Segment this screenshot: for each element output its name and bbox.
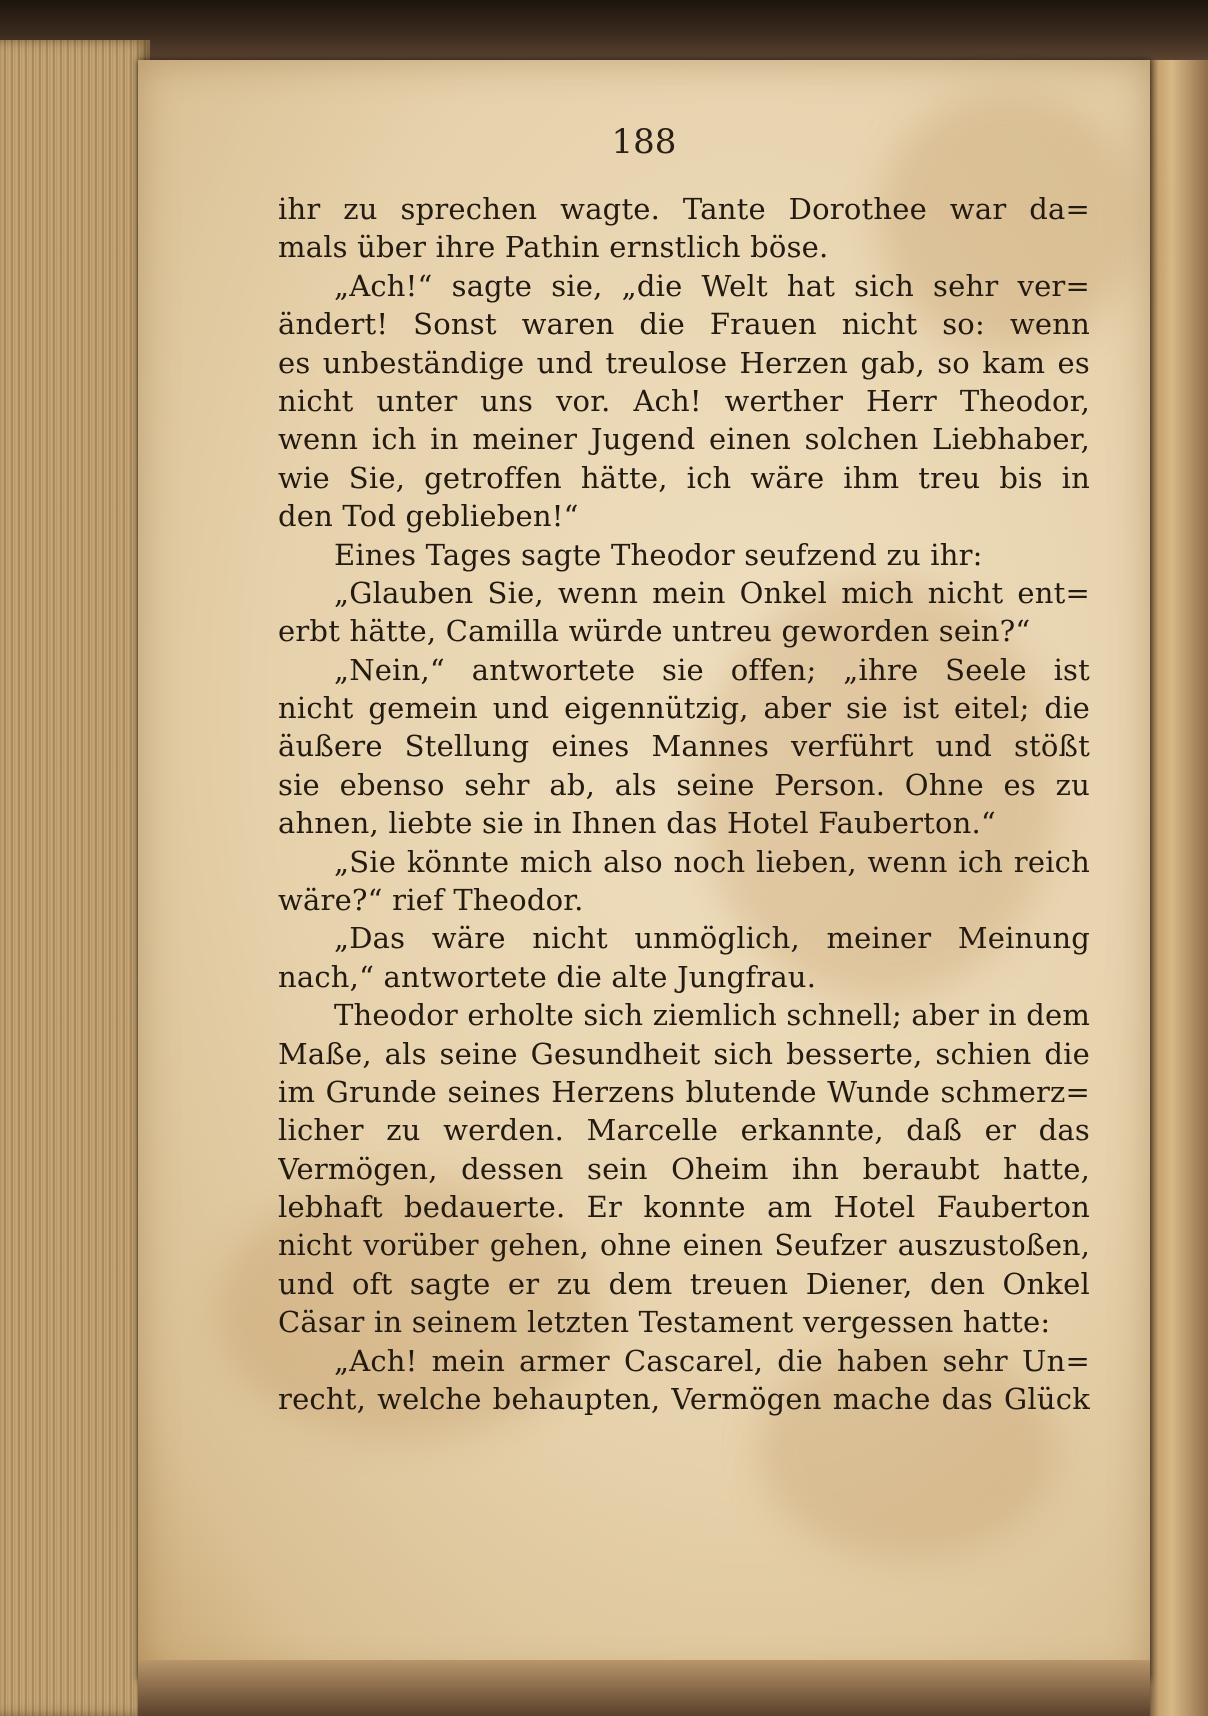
text-line: „Ach!“ sagte sie, „die Welt hat sich sehr ver= bbox=[334, 268, 1090, 303]
text-line: äußere Stellung eines Mannes verführt und stößt bbox=[278, 729, 1090, 764]
text-line: wie Sie, getroffen hätte, ich wäre ihm treu bis in bbox=[278, 460, 1090, 495]
text-line: nach,“ antwortete die alte Jungfrau. bbox=[278, 959, 817, 994]
text-line: im Grunde seines Herzens blutende Wunde schmerz= bbox=[278, 1074, 1090, 1109]
book-page bbox=[138, 60, 1150, 1680]
text-line: ändert! Sonst waren die Frauen nicht so: wenn bbox=[278, 307, 1090, 342]
book-binding-bottom bbox=[138, 1660, 1150, 1716]
text-line: nicht vorüber gehen, ohne einen Seufzer auszustoßen, bbox=[278, 1228, 1090, 1262]
text-line: den Tod geblieben!“ bbox=[278, 499, 579, 534]
text-line: recht, welche behaupten, Vermögen mache das Glück bbox=[278, 1382, 1090, 1417]
text-line: „Sie könnte mich also noch lieben, wenn ich reich bbox=[334, 844, 1090, 879]
text-line: nicht gemein und eigennützig, aber sie ist eitel; die bbox=[278, 691, 1090, 726]
text-line: „Nein,“ antwortete sie offen; „ihre Seele ist bbox=[334, 652, 1090, 687]
page-number: 188 bbox=[611, 122, 677, 162]
book-cover-right bbox=[1148, 60, 1208, 1716]
text-line: nicht unter uns vor. Ach! werther Herr Theodor, bbox=[278, 383, 1090, 418]
body-text bbox=[278, 190, 1090, 1419]
text-line: sie ebenso sehr ab, als seine Person. Ohne es zu bbox=[278, 767, 1090, 802]
text-line: Cäsar in seinem letzten Testament vergessen hatte: bbox=[278, 1305, 1051, 1340]
text-line: wenn ich in meiner Jugend einen solchen Liebhaber, bbox=[278, 422, 1090, 457]
text-line: erbt hätte, Camilla würde untreu geworden sein?“ bbox=[278, 614, 1031, 649]
text-line: „Glauben Sie, wenn mein Onkel mich nicht ent= bbox=[334, 575, 1090, 610]
text-line: ihr zu sprechen wagte. Tante Dorothee war da= bbox=[278, 192, 1090, 226]
text-line: mals über ihre Pathin ernstlich böse. bbox=[278, 230, 829, 265]
text-line: Theodor erholte sich ziemlich schnell; aber in dem bbox=[334, 998, 1090, 1033]
text-line: Maße, als seine Gesundheit sich besserte, schien die bbox=[278, 1036, 1090, 1071]
text-line: und oft sagte er zu dem treuen Diener, den Onkel bbox=[278, 1266, 1090, 1301]
text-line: „Das wäre nicht unmöglich, meiner Meinung bbox=[334, 921, 1090, 956]
text-line: lebhaft bedauerte. Er konnte am Hotel Fauberton bbox=[278, 1190, 1090, 1225]
text-line: licher zu werden. Marcelle erkannte, daß er das bbox=[278, 1113, 1090, 1148]
text-line: ahnen, liebte sie in Ihnen das Hotel Fauberton.“ bbox=[278, 806, 996, 841]
text-line: Vermögen, dessen sein Oheim ihn beraubt hatte, bbox=[278, 1151, 1090, 1186]
page-edges-left bbox=[0, 40, 150, 1716]
text-line: wäre?“ rief Theodor. bbox=[278, 883, 584, 918]
book-binding-top bbox=[0, 0, 1208, 60]
text-line: es unbeständige und treulose Herzen gab, so kam es bbox=[278, 345, 1090, 380]
text-line: Eines Tages sagte Theodor seufzend zu ihr: bbox=[334, 537, 983, 572]
text-line: „Ach! mein armer Cascarel, die haben sehr Un= bbox=[334, 1343, 1090, 1378]
